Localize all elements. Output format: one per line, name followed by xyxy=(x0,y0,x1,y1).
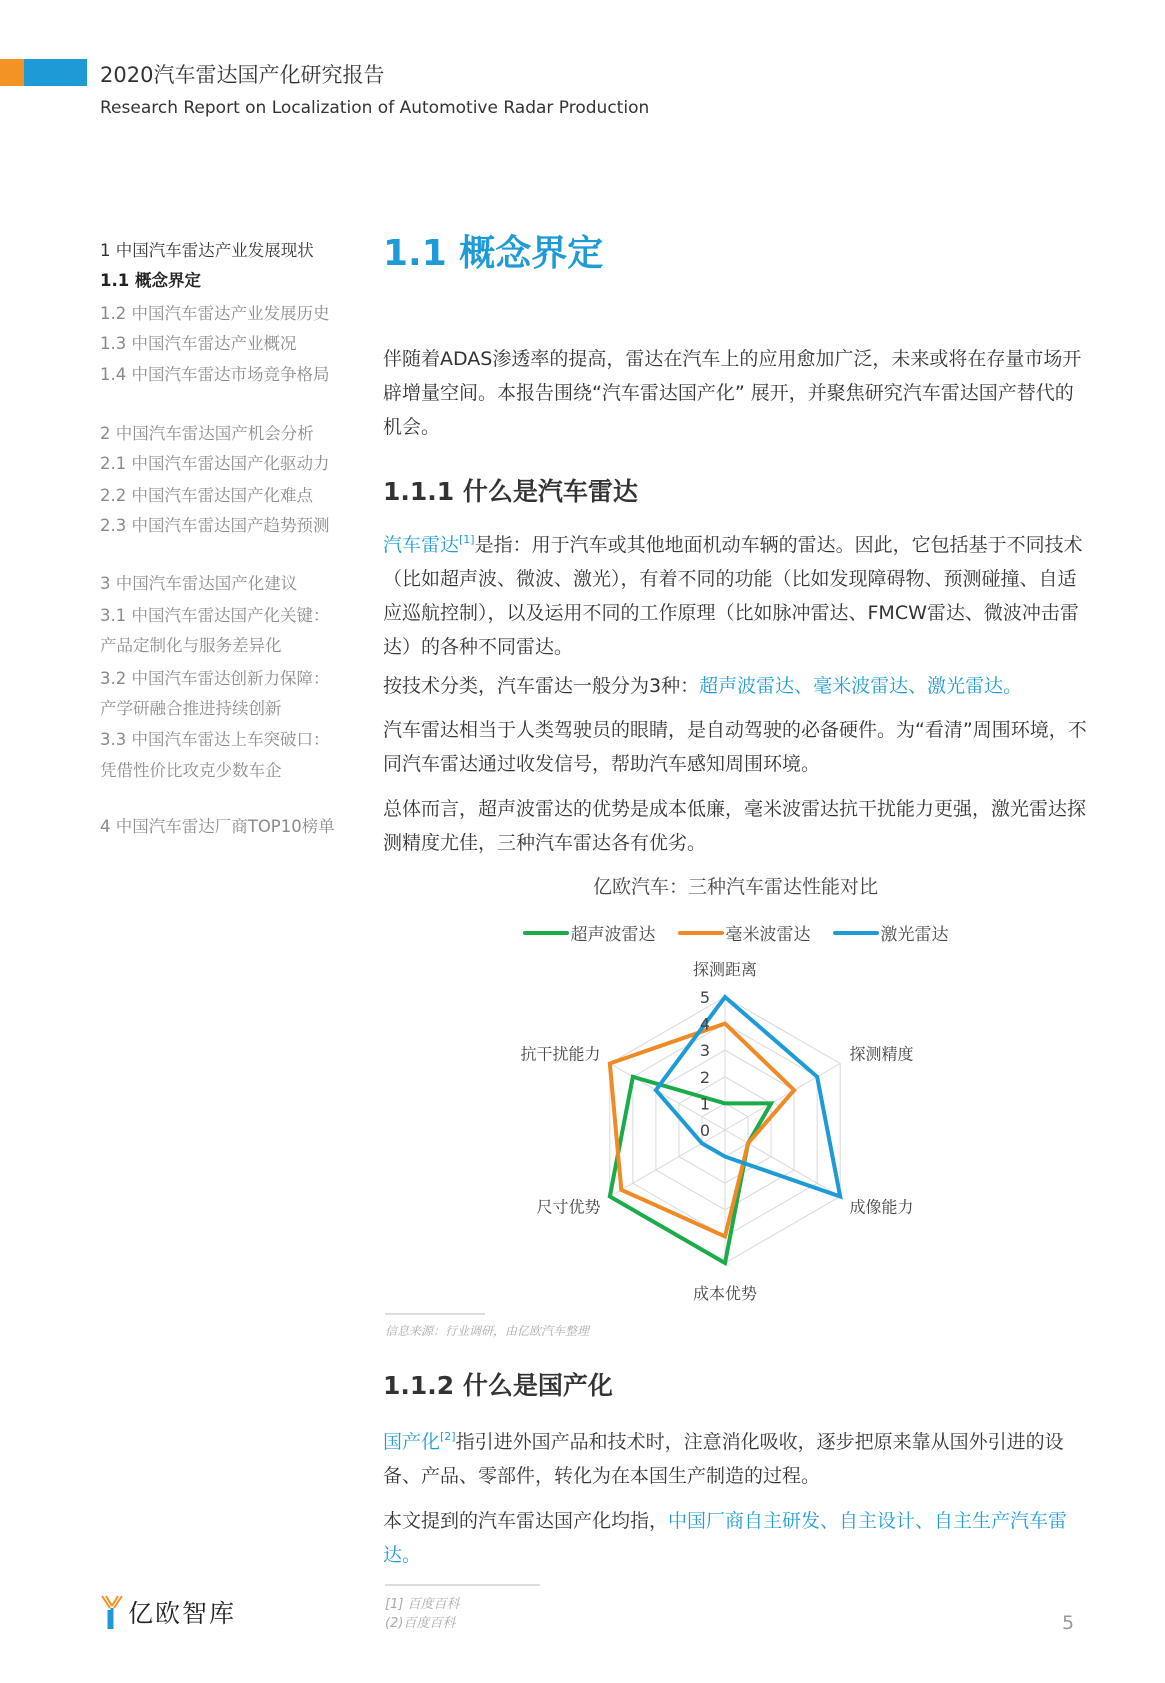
toc-item[interactable]: 3.2 中国汽车雷达创新力保障： xyxy=(100,669,330,688)
localization-text: 指引进外国产品和技术时，注意消化吸收，逐步把原来靠从国外引进的设备、产品、零部件，转化为在本国生产制造的过程。 xyxy=(383,1431,1064,1487)
classification-paragraph xyxy=(383,669,1088,703)
scope-paragraph xyxy=(383,1504,1088,1572)
legend-item xyxy=(678,920,811,945)
series-line-2 xyxy=(656,997,840,1197)
axis-label: 成本优势 xyxy=(692,1283,758,1303)
source-divider xyxy=(385,1313,485,1315)
tick-label: 4 xyxy=(699,1014,711,1034)
tick-label: 5 xyxy=(699,988,711,1007)
series-line-0 xyxy=(610,1077,771,1263)
company-logo xyxy=(100,1594,236,1630)
axis-label: 探测精度 xyxy=(849,1044,914,1064)
toc-item[interactable]: 4 中国汽车雷达厂商TOP10榜单 xyxy=(100,817,335,836)
section-heading-1-1-1: 1.1.1 什么是汽车雷达 xyxy=(383,477,638,506)
legend-label: 毫米波雷达 xyxy=(725,925,811,945)
footnote-ref-2[interactable]: [2] xyxy=(440,1430,456,1443)
toc-item[interactable]: 1.3 中国汽车雷达产业概况 xyxy=(100,334,297,353)
toc-item[interactable]: 凭借性价比攻克少数车企 xyxy=(100,761,282,780)
tick-label: 1 xyxy=(699,1094,711,1114)
footnote-2: (2)百度百科 xyxy=(385,1616,456,1631)
logo-y-icon xyxy=(100,1594,124,1630)
document-title: 2020汽车雷达国产化研究报告 xyxy=(100,63,385,87)
legend-label: 激光雷达 xyxy=(880,925,949,945)
localization-definition-paragraph xyxy=(383,1420,1088,1493)
legend-swatch xyxy=(523,931,569,935)
summary-paragraph: 总体而言，超声波雷达的优势是成本低廉，毫米波雷达抗干扰能力更强，激光雷达探测精度尤佳，三种汽车雷达各有优劣。 xyxy=(383,798,1087,854)
toc-item[interactable]: 2.2 中国汽车雷达国产化难点 xyxy=(100,486,313,505)
tick-label: 3 xyxy=(699,1041,711,1061)
toc-item[interactable]: 3.3 中国汽车雷达上车突破口： xyxy=(100,730,330,749)
toc-item[interactable]: 2.3 中国汽车雷达国产趋势预测 xyxy=(100,516,330,535)
page-number: 5 xyxy=(1062,1612,1075,1634)
toc-item[interactable]: 2 中国汽车雷达国产机会分析 xyxy=(100,424,314,443)
tick-label: 0 xyxy=(699,1121,711,1140)
legend-swatch xyxy=(833,931,879,935)
term-link-localization[interactable]: 国产化 xyxy=(383,1431,441,1453)
toc-item[interactable]: 1 中国汽车雷达产业发展现状 xyxy=(100,241,314,260)
page-title: 1.1 概念界定 xyxy=(383,233,604,274)
legend-item xyxy=(523,920,656,945)
toc-item[interactable]: 3.1 中国汽车雷达国产化关键： xyxy=(100,606,330,625)
axis-label: 探测距离 xyxy=(692,960,758,980)
scope-lead: 本文提到的汽车雷达国产化均指， xyxy=(383,1510,669,1532)
legend-label: 超声波雷达 xyxy=(570,925,656,945)
tick-label: 2 xyxy=(699,1067,711,1087)
term-link-automotive-radar[interactable]: 汽车雷达 xyxy=(383,534,460,556)
radar-chart xyxy=(383,950,1088,1310)
chart-source: 信息来源：行业调研，由亿欧汽车整理 xyxy=(385,1324,590,1338)
logo-text: 亿欧智库 xyxy=(128,1599,237,1628)
footnote-ref-1[interactable]: [1] xyxy=(459,533,475,546)
classification-types: 超声波雷达、毫米波雷达、激光雷达。 xyxy=(699,675,1023,697)
definition-text: 是指：用于汽车或其他地面机动车辆的雷达。因此，它包括基于不同技术（比如超声波、微波、激光），有着不同的功能（比如发现障碍物、预测碰撞、自适应巡航控制），以及运用不同的工作原理（比如脉冲雷达、FMCW雷达、微波冲击雷达）的各种不同雷达。 xyxy=(383,534,1083,658)
eyes-paragraph: 汽车雷达相当于人类驾驶员的眼睛，是自动驾驶的必备硬件。为“看清”周围环境，不同汽车雷达通过收发信号，帮助汽车感知周围环境。 xyxy=(383,719,1087,775)
toc-item[interactable]: 1.1 概念界定 xyxy=(100,271,201,290)
header-accent-blue xyxy=(24,59,87,86)
legend-item xyxy=(833,920,949,945)
footnote-divider xyxy=(385,1584,540,1586)
toc-item[interactable]: 1.4 中国汽车雷达市场竞争格局 xyxy=(100,365,330,384)
axis-label: 尺寸优势 xyxy=(536,1197,601,1217)
chart-title: 亿欧汽车：三种汽车雷达性能对比 xyxy=(592,876,878,898)
document-subtitle: Research Report on Localization of Automotive Radar Production xyxy=(100,98,650,118)
axis-label: 抗干扰能力 xyxy=(520,1044,601,1064)
legend-swatch xyxy=(678,931,724,935)
classification-lead: 按技术分类，汽车雷达一般分为3种： xyxy=(383,675,700,697)
footnote-1: [1] 百度百科 xyxy=(385,1597,460,1612)
radar-definition-paragraph xyxy=(383,523,1088,664)
toc-item[interactable]: 产学研融合推进持续创新 xyxy=(100,699,282,718)
header-accent-orange xyxy=(0,59,24,86)
intro-paragraph: 伴随着ADAS渗透率的提高，雷达在汽车上的应用愈加广泛，未来或将在存量市场开辟增量空间。本报告围绕“汽车雷达国产化” 展开，并聚焦研究汽车雷达国产替代的机会。 xyxy=(383,348,1082,438)
toc-item[interactable]: 产品定制化与服务差异化 xyxy=(100,636,282,655)
toc-item[interactable]: 3 中国汽车雷达国产化建议 xyxy=(100,574,298,593)
toc-item[interactable]: 1.2 中国汽车雷达产业发展历史 xyxy=(100,304,330,323)
toc-item[interactable]: 2.1 中国汽车雷达国产化驱动力 xyxy=(100,454,330,473)
chart-legend xyxy=(383,920,1088,945)
axis-label: 成像能力 xyxy=(849,1197,914,1217)
scope-highlight: 中国厂商自主研发、自主设计、自主生产汽车雷达。 xyxy=(383,1510,1068,1566)
section-heading-1-1-2: 1.1.2 什么是国产化 xyxy=(383,1371,613,1400)
